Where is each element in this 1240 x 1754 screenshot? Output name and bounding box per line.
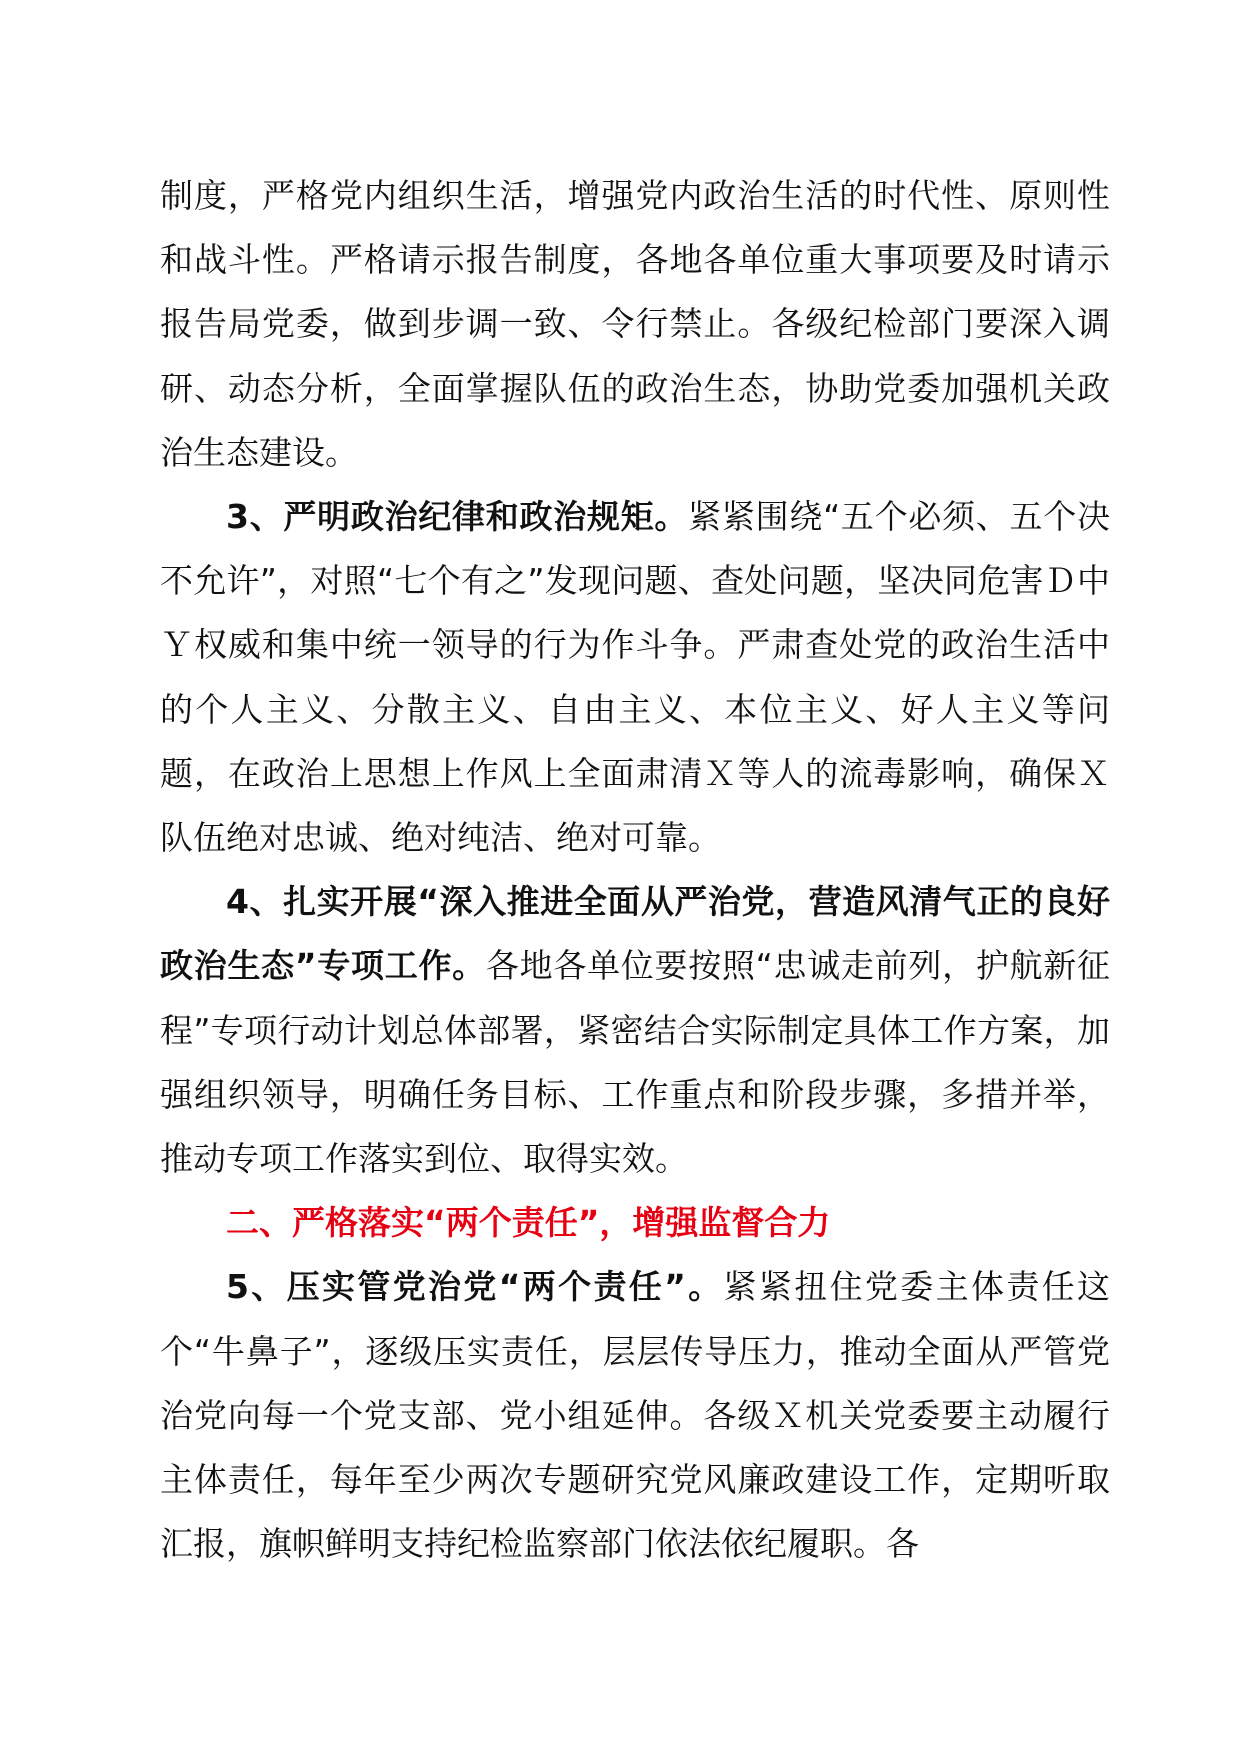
paragraph-lead: 4、扎实开展“深入推进全面从严治党，营造风清气正的良好政治生态”专项工作。 (160, 882, 1110, 986)
document-page (160, 164, 1110, 1576)
paragraph-body: 制度，严格党内组织生活，增强党内政治生活的时代性、原则性和战斗性。严格请示报告制度，各地各单位重大事项要及时请示报告局党委，做到步调一致、令行禁止。各级纪检部门要深入调研、动态分析，全面掌握队伍的政治生态，协助党委加强机关政治生态建设。 (160, 176, 1110, 472)
paragraph-lead: 3、严明政治纪律和政治规矩。 (226, 497, 689, 537)
paragraph-item-3 (160, 485, 1110, 870)
paragraph-item-5 (160, 1255, 1110, 1576)
paragraph-body: 紧紧扭住党委主体责任这个“牛鼻子”，逐级压实责任，层层传导压力，推动全面从严管党治党向每一个党支部、党小组延伸。各级Ｘ机关党委要主动履行主体责任，每年至少两次专题研究党风廉政建设工作，定期听取汇报，旗帜鲜明支持纪检监察部门依法依纪履职。各 (160, 1267, 1111, 1564)
paragraph-body: 紧紧围绕“五个必须、五个决不允许”，对照“七个有之”发现问题、查处问题，坚决同危害Ｄ中Ｙ权威和集中统一领导的行为作斗争。严肃查处党的政治生活中的个人主义、分散主义、自由主义、本位主义、好人主义等问题，在政治上思想上作风上全面肃清Ｘ等人的流毒影响，确保Ｘ队伍绝对忠诚、绝对纯洁、绝对可靠。 (160, 497, 1110, 858)
paragraph-body: 各地各单位要按照“忠诚走前列，护航新征程”专项行动计划总体部署，紧密结合实际制定具体工作方案，加强组织领导，明确任务目标、工作重点和阶段步骤，多措并举，推动专项工作落实到位、取得实效。 (160, 946, 1110, 1179)
paragraph-continuation (160, 164, 1110, 485)
paragraph-item-4 (160, 870, 1110, 1191)
section-heading: 二、严格落实“两个责任”，增强监督合力 (226, 1203, 831, 1243)
paragraph-lead: 5、压实管党治党“两个责任”。 (226, 1267, 724, 1307)
